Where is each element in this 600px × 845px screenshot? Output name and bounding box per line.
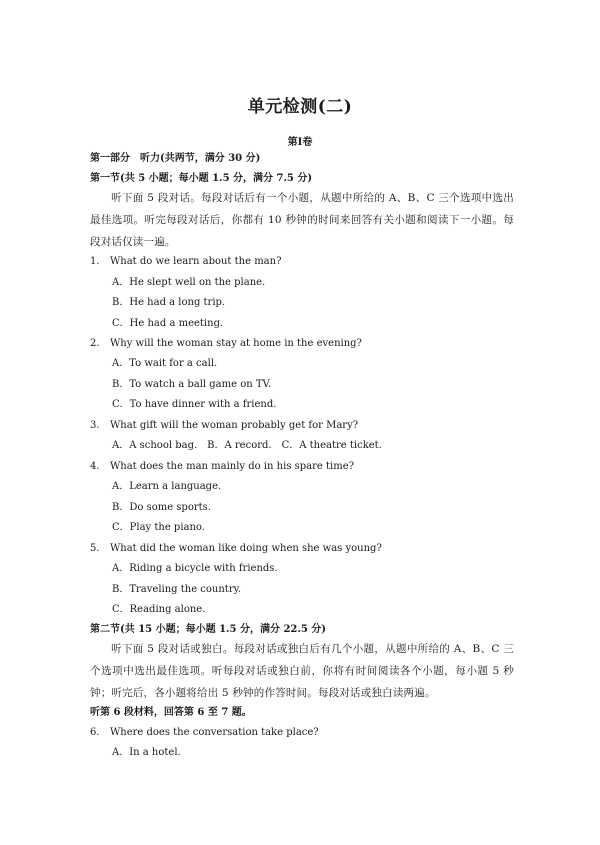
option-1a: A．He slept well on the plane. — [112, 277, 266, 288]
section2-instructions-text: 听下面 5 段对话或独白。每段对话或独白后有几个小题，从题中所给的 A、B、C 三个选项中选出最佳选项。听每段对话或独白前，你将有时间阅读各个小题，每小题 5 秒钟；听完后，各小题将给出 5 秒钟的作答时间。每段对话或独白读两遍。 — [90, 643, 514, 699]
material-heading: 听第 6 段材料，回答第 6 至 7 题。 — [90, 707, 252, 718]
volume-label: 第Ⅰ卷 — [287, 137, 313, 148]
section2-heading: 第二节(共 15 小题；每小题 1.5 分，满分 22.5 分) — [90, 624, 327, 635]
question-number: 2. — [90, 338, 100, 349]
question-number: 6. — [90, 727, 100, 738]
option-5c: C．Reading alone. — [112, 604, 206, 615]
question-6 — [90, 726, 319, 740]
question-number: 4. — [90, 461, 100, 472]
question-number: 5. — [90, 543, 100, 554]
option-2b: B．To watch a ball game on TV. — [112, 379, 272, 390]
option-5b: B．Traveling the country. — [112, 584, 242, 595]
option-5a: A．Riding a bicycle with friends. — [112, 563, 278, 574]
question-number: 3. — [90, 420, 100, 431]
section1-instructions-text: 听下面 5 段对话。每段对话后有一个小题，从题中所给的 A、B、C 三个选项中选出最佳选项。听完每段对话后，你都有 10 秒钟的时间来回答有关小题和阅读下一小题。每段对话仅读一遍。 — [90, 192, 514, 248]
part1-heading: 第一部分 听力(共两节，满分 30 分) — [90, 153, 261, 164]
option-1c: C．He had a meeting. — [112, 318, 224, 329]
page-title: 单元检测(二) — [247, 97, 353, 117]
question-1 — [90, 255, 281, 269]
options-3-inline: A．A school bag. B．A record. C．A theatre ticket. — [112, 440, 382, 451]
question-text: What gift will the woman probably get for Mary? — [110, 420, 359, 431]
option-2a: A．To wait for a call. — [112, 358, 218, 369]
question-text: Where does the conversation take place? — [110, 727, 319, 738]
question-3 — [90, 419, 358, 433]
question-text: What do we learn about the man? — [110, 256, 282, 267]
question-2 — [90, 337, 362, 351]
option-4b: B．Do some sports. — [112, 502, 211, 513]
section1-instructions — [90, 187, 514, 253]
question-5 — [90, 542, 382, 556]
option-2c: C．To have dinner with a friend. — [112, 399, 277, 410]
option-6a: A．In a hotel. — [112, 747, 181, 758]
question-text: What did the woman like doing when she was young? — [110, 543, 382, 554]
question-4 — [90, 460, 354, 474]
section1-heading: 第一节(共 5 小题；每小题 1.5 分，满分 7.5 分) — [90, 173, 313, 184]
section2-instructions — [90, 638, 514, 704]
question-text: Why will the woman stay at home in the evening? — [110, 338, 362, 349]
option-4c: C．Play the piano. — [112, 522, 205, 533]
question-text: What does the man mainly do in his spare time? — [110, 461, 354, 472]
option-4a: A．Learn a language. — [112, 481, 222, 492]
question-number: 1. — [90, 256, 100, 267]
option-1b: B．He had a long trip. — [112, 297, 226, 308]
